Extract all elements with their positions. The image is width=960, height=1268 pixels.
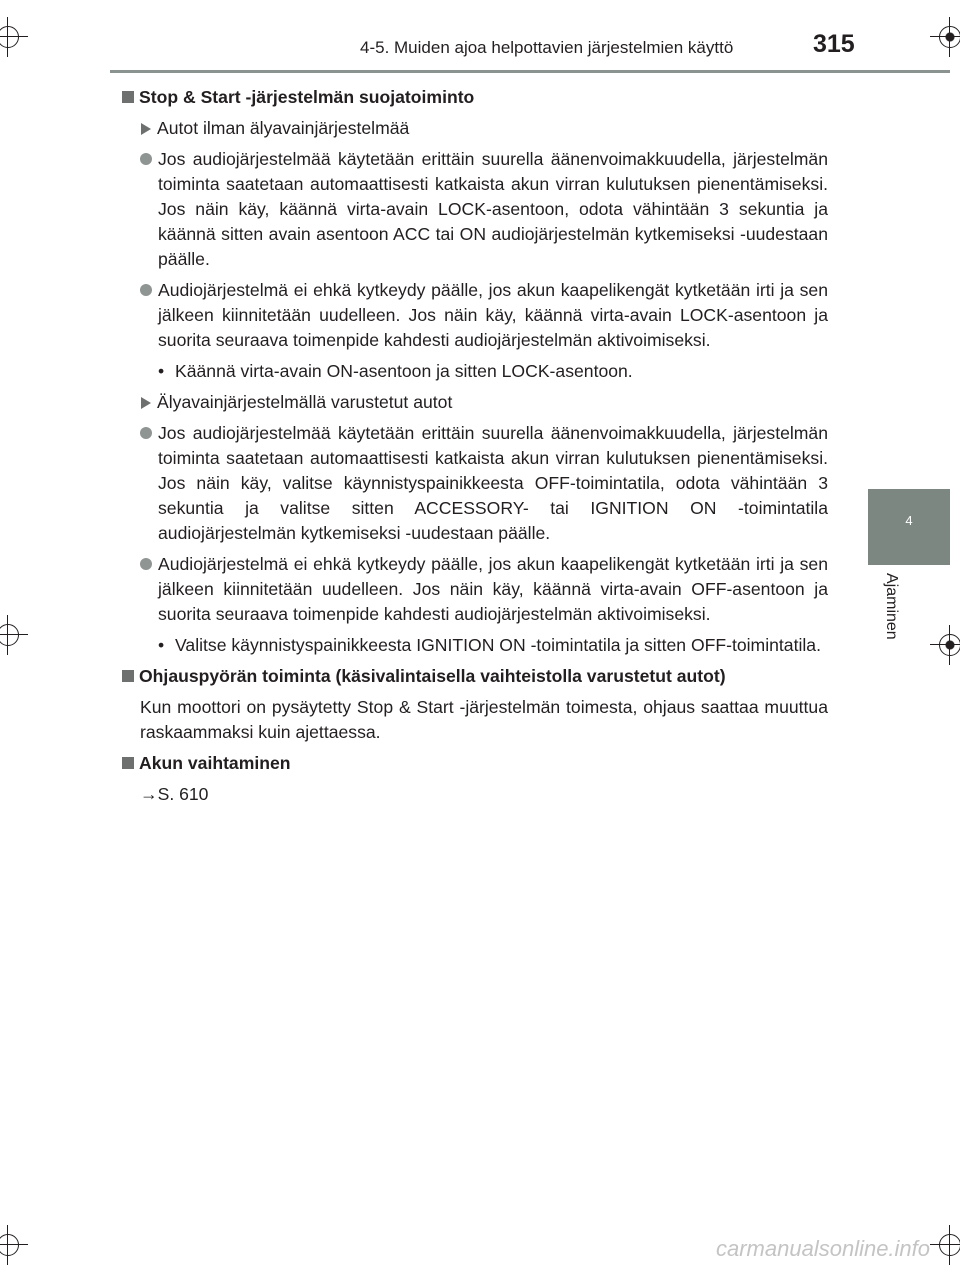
section-heading-text: Akun vaihtaminen	[139, 753, 291, 773]
square-bullet-icon	[122, 757, 134, 769]
chapter-tab	[868, 489, 950, 565]
section-heading	[122, 85, 828, 110]
section-heading	[122, 664, 828, 689]
triangle-bullet-icon	[141, 397, 151, 409]
page-number: 315	[813, 30, 855, 58]
bullet-text: Audiojärjestelmä ei ehkä kytkeydy päälle, jos akun kaapelikengät kytketään irti ja sen jälkeen kiinnitetään uudelleen. Jos näin käy, käännä virta-avain OFF-asentoon ja suorita seuraava toimenpide kahdesti audiojärjestelmän aktivoimiseksi.	[158, 554, 828, 624]
step-bullet: •	[158, 635, 165, 655]
circle-bullet-icon	[140, 558, 152, 570]
subsection-heading-text: Autot ilman älyavainjärjestelmää	[157, 118, 410, 138]
chapter-header: 4-5. Muiden ajoa helpottavien järjestelmien käyttö	[360, 38, 734, 57]
crop-mark-top-right	[930, 17, 960, 57]
subsection-heading-text: Älyavainjärjestelmällä varustetut autot	[157, 392, 453, 412]
chapter-side-label-text: Ajaminen	[883, 573, 900, 640]
step-text: Käännä virta-avain ON-asentoon ja sitten LOCK-asentoon.	[175, 361, 633, 381]
crop-mark-mid-right	[930, 625, 960, 665]
crop-mark-top-left	[0, 17, 28, 57]
paragraph: Kun moottori on pysäytetty Stop & Start -järjestelmän toimesta, ohjaus saattaa muuttua raskaammaksi kuin ajettaessa.	[140, 697, 828, 742]
bullet-item	[122, 552, 828, 627]
header-rule	[110, 70, 950, 73]
step-bullet: •	[158, 361, 165, 381]
step-item	[122, 633, 828, 658]
subsection-heading	[122, 390, 828, 415]
page-reference-link[interactable]: →S. 610	[140, 784, 209, 804]
circle-bullet-icon	[140, 153, 152, 165]
square-bullet-icon	[122, 670, 134, 682]
section-heading-text: Ohjauspyörän toiminta (käsivalintaisella vaihteistolla varustetut autot)	[139, 666, 726, 686]
square-bullet-icon	[122, 91, 134, 103]
crop-mark-mid-left	[0, 615, 28, 655]
crop-mark-bottom-left	[0, 1225, 28, 1265]
circle-bullet-icon	[140, 427, 152, 439]
crop-mark-bottom-right	[930, 1225, 960, 1265]
watermark: carmanualsonline.info	[716, 1236, 931, 1261]
step-text: Valitse käynnistyspainikkeesta IGNITION ON -toimintatila ja sitten OFF-toimintatila.	[175, 635, 821, 655]
bullet-item	[122, 278, 828, 353]
bullet-text: Jos audiojärjestelmää käytetään erittäin suurella äänenvoimakkuudella, järjestelmän toiminta saatetaan automaattisesti katkaista akun virran kulutuksen pienentämiseksi. Jos näin käy, käännä virta-avain LOCK-asentoon, odota vähintään 3 sekuntia ja käännä sitten avain asentoon ACC tai ON audiojärjestelmän kytkemiseksi -uudestaan päälle.	[158, 149, 828, 269]
subsection-heading	[122, 116, 828, 141]
page-content	[122, 85, 828, 807]
bullet-item	[122, 421, 828, 546]
bullet-text: Jos audiojärjestelmää käytetään erittäin suurella äänenvoimakkuudella, järjestelmän toiminta saatetaan automaattisesti katkaista akun virran kulutuksen pienentämiseksi. Jos näin käy, valitse käynnistyspainikkeesta OFF-toimintatila, odota vähintään 3 sekuntia ja valitse sitten ACCESSORY- tai IGNITION ON -toimintatila audiojärjestelmän kytkemiseksi -uudestaan päälle.	[158, 423, 828, 543]
section-heading	[122, 751, 828, 776]
section-heading-text: Stop & Start -järjestelmän suojatoiminto	[139, 87, 475, 107]
bullet-text: Audiojärjestelmä ei ehkä kytkeydy päälle, jos akun kaapelikengät kytketään irti ja sen jälkeen kiinnitetään uudelleen. Jos näin käy, käännä virta-avain LOCK-asentoon ja suorita seuraava toimenpide kahdesti audiojärjestelmän aktivoimiseksi.	[158, 280, 828, 350]
chapter-tab-number: 4	[905, 513, 913, 528]
step-item	[122, 359, 828, 384]
bullet-item	[122, 147, 828, 272]
circle-bullet-icon	[140, 284, 152, 296]
triangle-bullet-icon	[141, 123, 151, 135]
chapter-side-label	[880, 573, 900, 663]
